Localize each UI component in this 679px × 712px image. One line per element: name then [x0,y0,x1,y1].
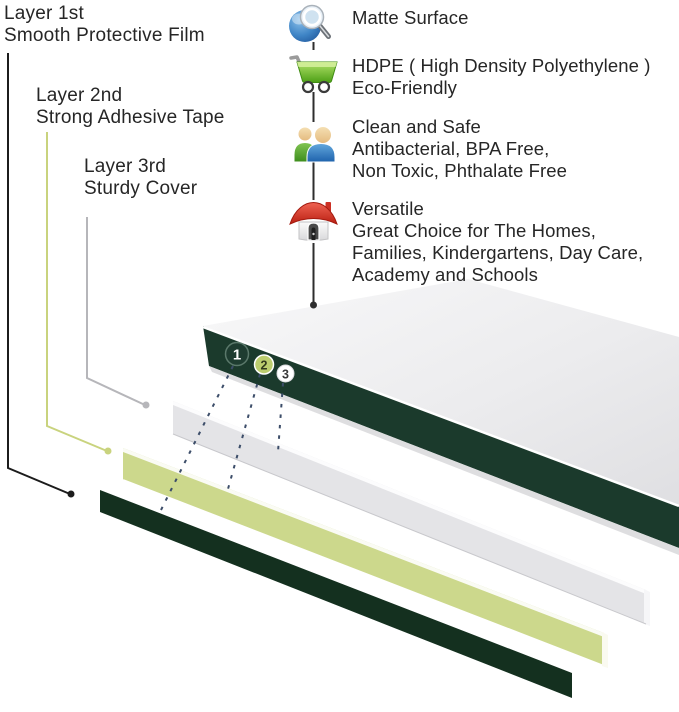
leader-line-layer3 [87,217,150,409]
person-front-head [315,127,332,144]
layer2-label [36,85,225,129]
feature-line: Families, Kindergartens, Day Care, [352,242,644,263]
feature-clean-and-safe [352,116,567,182]
cart-icon [288,54,342,96]
house-door-knob [312,233,314,235]
cart-wheel-left [303,82,313,92]
layer3-title: Layer 3rd [84,156,167,177]
feature-line: Non Toxic, Phthalate Free [352,160,568,181]
leader-dot-layer3 [143,402,150,409]
feature-line: Antibacterial, BPA Free, [352,138,550,159]
marker-3 [277,365,294,382]
layer3-subtitle: Sturdy Cover [84,178,198,199]
person-back-head [298,127,312,141]
feature-line: Great Choice for The Homes, [352,220,596,241]
strip-layer3-end-cap [644,589,650,626]
feature-matte-surface [352,7,468,29]
leader-dot-layer1 [68,491,75,498]
feature-versatile [352,198,643,286]
layer2-title: Layer 2nd [36,85,123,106]
layer1-subtitle: Smooth Protective Film [4,25,205,46]
layer1-title: Layer 1st [4,3,84,24]
magnifier-icon [286,3,332,45]
layer1-label [4,3,205,47]
feature-line: Eco-Friendly [352,77,458,98]
leader-dot-layer2 [105,448,112,455]
layer3-label [84,156,197,200]
feature-hdpe [352,55,651,99]
layer2-subtitle: Strong Adhesive Tape [36,107,225,128]
cart-wheel-right [319,82,329,92]
magnifier-lens [304,9,320,25]
feature-line: Academy and Schools [352,264,538,285]
marker-2 [255,355,274,374]
marker-1 [226,343,249,366]
feature-line: Clean and Safe [352,116,481,137]
cart-basket-rim [297,62,337,67]
feature-line: Matte Surface [352,7,469,28]
marker-2-number: 2 [260,358,268,373]
feature-line: HDPE ( High Density Polyethylene ) [352,55,651,76]
marker-3-number: 3 [282,367,289,382]
marker-1-number: 1 [232,346,242,364]
connector-end-dot [310,302,317,309]
strip-layer2-end-cap [602,632,608,668]
leader-line-layer3-path [87,217,145,405]
house-icon [287,197,340,244]
feature-line: Versatile [352,198,424,219]
person-front-body [307,144,335,163]
people-icon [290,122,337,164]
